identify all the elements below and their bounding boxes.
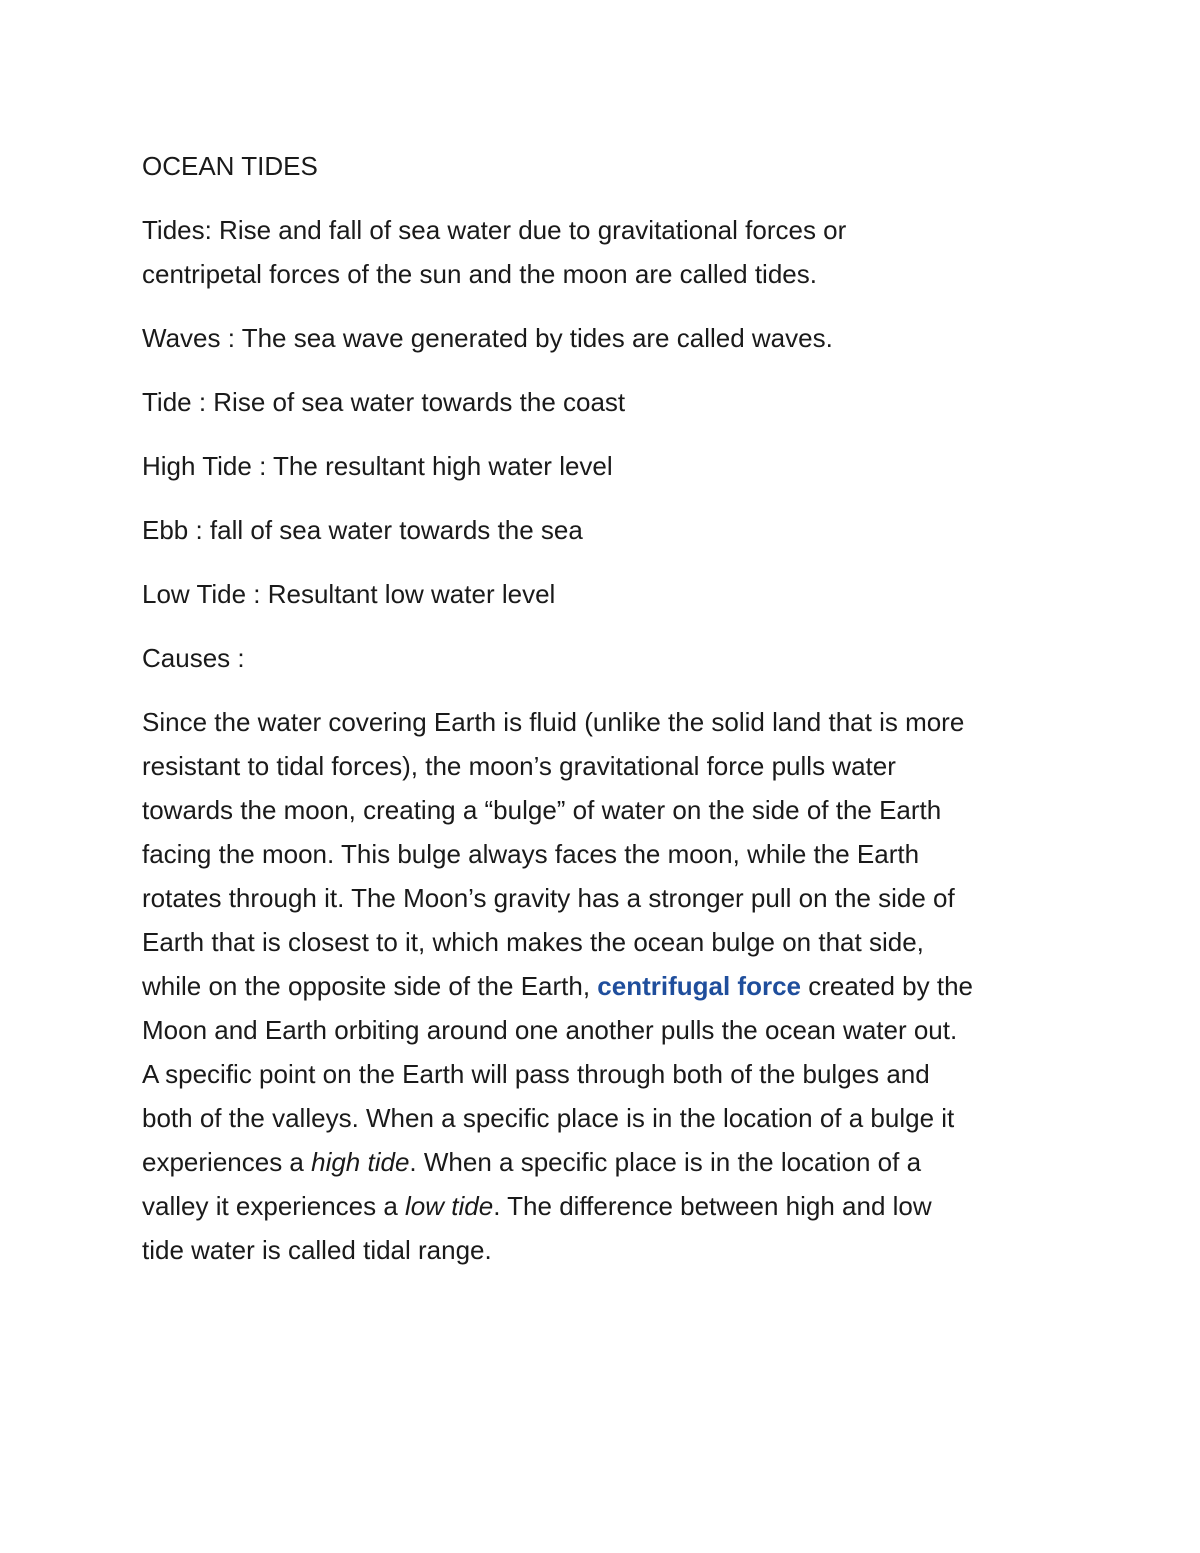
- causes-text: while on the opposite side of the Earth,: [142, 971, 598, 1001]
- causes-paragraph: [142, 700, 1072, 1272]
- waves-definition: Waves : The sea wave generated by tides are called waves.: [142, 323, 833, 353]
- causes-line: Earth that is closest to it, which makes the ocean bulge on that side,: [142, 927, 924, 957]
- causes-line: [142, 1140, 1072, 1184]
- document-title: OCEAN TIDES: [142, 151, 318, 181]
- causes-line: Since the water covering Earth is fluid (unlike the solid land that is more: [142, 707, 965, 737]
- ebb-definition: Ebb : fall of sea water towards the sea: [142, 515, 583, 545]
- causes-text: created by the: [801, 971, 974, 1001]
- causes-text: . When a specific place is in the location of a: [409, 1147, 922, 1177]
- causes-line: Moon and Earth orbiting around one another pulls the ocean water out.: [142, 1015, 958, 1045]
- tides-definition: [142, 208, 1072, 296]
- tides-line: centripetal forces of the sun and the moon are called tides.: [142, 259, 817, 289]
- causes-line: rotates through it. The Moon’s gravity has a stronger pull on the side of: [142, 883, 955, 913]
- document-content: [142, 144, 1072, 1272]
- causes-line: both of the valleys. When a specific place is in the location of a bulge it: [142, 1103, 955, 1133]
- high-tide-emphasis: high tide: [311, 1147, 410, 1177]
- tide-definition: Tide : Rise of sea water towards the coast: [142, 387, 626, 417]
- causes-line: tide water is called tidal range.: [142, 1235, 492, 1265]
- causes-line: [142, 964, 1072, 1008]
- causes-text: . The difference between high and low: [493, 1191, 932, 1221]
- low-tide-emphasis: low tide: [405, 1191, 494, 1221]
- causes-line: towards the moon, creating a “bulge” of water on the side of the Earth: [142, 795, 942, 825]
- centrifugal-force-link[interactable]: centrifugal force: [597, 971, 802, 1001]
- causes-line: [142, 1184, 1072, 1228]
- causes-text: valley it experiences a: [142, 1191, 406, 1221]
- causes-line: facing the moon. This bulge always faces the moon, while the Earth: [142, 839, 920, 869]
- high-tide-definition: High Tide : The resultant high water level: [142, 451, 613, 481]
- causes-heading: Causes :: [142, 643, 245, 673]
- causes-line: A specific point on the Earth will pass through both of the bulges and: [142, 1059, 930, 1089]
- causes-line: resistant to tidal forces), the moon’s gravitational force pulls water: [142, 751, 896, 781]
- low-tide-definition: Low Tide : Resultant low water level: [142, 579, 556, 609]
- causes-text: experiences a: [142, 1147, 312, 1177]
- tides-line: Tides: Rise and fall of sea water due to gravitational forces or: [142, 215, 847, 245]
